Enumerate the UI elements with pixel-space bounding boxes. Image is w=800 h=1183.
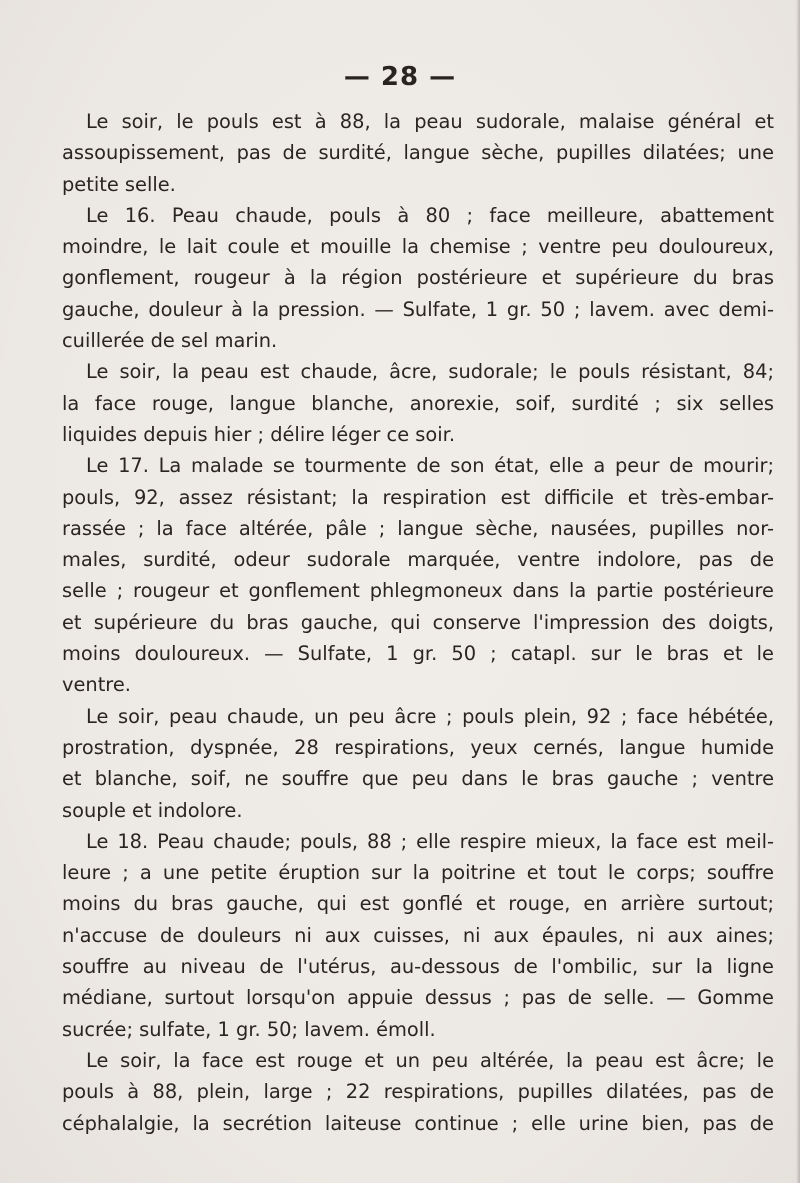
text-line: moins du bras gauche, qui est gonflé et rouge, en arrière surtout; bbox=[62, 892, 774, 916]
text-line: la face rouge, langue blanche, anorexie, soif, surdité ; six selles bbox=[62, 391, 774, 415]
text-line: liquides depuis hier ; délire léger ce soir. bbox=[62, 422, 456, 446]
text-line: pouls, 92, assez résistant; la respiration est difficile et très-embar- bbox=[62, 485, 774, 509]
text-line: rassée ; la face altérée, pâle ; langue sèche, nausées, pupilles nor- bbox=[62, 516, 774, 540]
page-number: — 28 — bbox=[343, 62, 457, 92]
text-line: Le soir, la face est rouge et un peu altérée, la peau est âcre; le bbox=[86, 1048, 774, 1072]
text-line: Le 16. Peau chaude, pouls à 80 ; face meilleure, abattement bbox=[86, 203, 774, 227]
text-line: sucrée; sulfate, 1 gr. 50; lavem. émoll. bbox=[62, 1017, 436, 1041]
text-line: leure ; a une petite éruption sur la poitrine et tout le corps; souffre bbox=[62, 861, 774, 885]
text-line: céphalalgie, la secrétion laiteuse continue ; elle urine bien, pas de bbox=[62, 1111, 774, 1135]
text-line: assoupissement, pas de surdité, langue sèche, pupilles dilatées; une bbox=[62, 141, 774, 165]
text-line: médiane, surtout lorsqu'on appuie dessus ; pas de selle. — Gomme bbox=[62, 986, 774, 1010]
text-line: souffre au niveau de l'utérus, au-dessous de l'ombilic, sur la ligne bbox=[62, 955, 774, 979]
text-line: petite selle. bbox=[62, 172, 176, 196]
body-text bbox=[62, 106, 774, 1139]
text-line: males, surdité, odeur sudorale marquée, ventre indolore, pas de bbox=[62, 548, 774, 572]
text-line: ventre. bbox=[62, 673, 131, 697]
text-line: gonflement, rougeur à la région postérieure et supérieure du bras bbox=[62, 266, 774, 290]
text-line: moindre, le lait coule et mouille la chemise ; ventre peu douloureux, bbox=[62, 235, 774, 259]
text-line: et supérieure du bras gauche, qui conserve l'impression des doigts, bbox=[62, 610, 774, 634]
text-line: Le soir, le pouls est à 88, la peau sudorale, malaise général et bbox=[86, 110, 774, 133]
text-line: n'accuse de douleurs ni aux cuisses, ni aux épaules, ni aux aines; bbox=[62, 923, 774, 947]
text-line: Le 17. La malade se tourmente de son état, elle a peur de mourir; bbox=[86, 454, 774, 478]
text-line: Le soir, peau chaude, un peu âcre ; pouls plein, 92 ; face hébétée, bbox=[86, 704, 774, 728]
page-edge-shadow bbox=[796, 0, 800, 1183]
text-line: cuillerée de sel marin. bbox=[62, 329, 278, 353]
text-line: gauche, douleur à la pression. — Sulfate, 1 gr. 50 ; lavem. avec demi- bbox=[62, 297, 774, 321]
text-line: moins douloureux. — Sulfate, 1 gr. 50 ; catapl. sur le bras et le bbox=[62, 642, 774, 666]
text-line: Le soir, la peau est chaude, âcre, sudorale; le pouls résistant, 84; bbox=[86, 360, 774, 384]
text-line: Le 18. Peau chaude; pouls, 88 ; elle respire mieux, la face est meil- bbox=[86, 829, 774, 853]
text-line: pouls à 88, plein, large ; 22 respirations, pupilles dilatées, pas de bbox=[62, 1080, 774, 1104]
text-line: selle ; rougeur et gonflement phlegmoneux dans la partie postérieure bbox=[62, 579, 774, 603]
text-line: et blanche, soif, ne souffre que peu dans le bras gauche ; ventre bbox=[62, 767, 774, 791]
text-line: prostration, dyspnée, 28 respirations, yeux cernés, langue humide bbox=[62, 735, 774, 759]
text-line: souple et indolore. bbox=[62, 798, 243, 822]
